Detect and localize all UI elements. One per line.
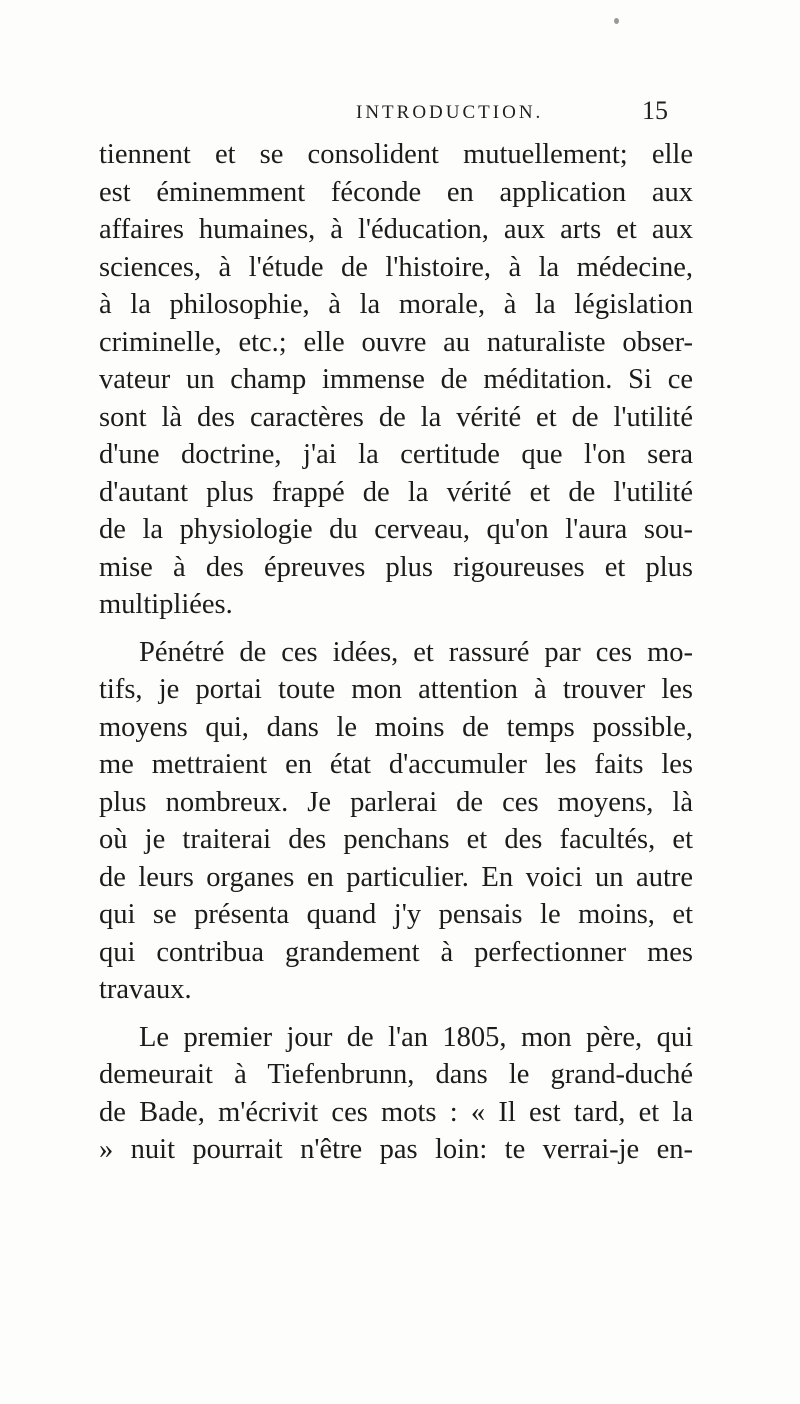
text-line: d'autant plus frappé de la vérité et de l'utilité — [99, 476, 693, 508]
text-line: me mettraient en état d'accumuler les faits les — [99, 749, 693, 780]
text-line: de Bade, m'écrivit ces mots : « Il est tard, et la — [99, 1096, 693, 1128]
text-line: moyens qui, dans le moins de temps possible, — [99, 711, 693, 743]
page-number: 15 — [642, 96, 668, 125]
text-line: travaux. — [99, 974, 192, 1005]
ink-speck — [614, 18, 619, 24]
text-line: tifs, je portai toute mon attention à trouver les — [99, 674, 693, 705]
text-line: à la philosophie, à la morale, à la législation — [99, 289, 693, 320]
body-text — [99, 136, 693, 1169]
text-line: est éminemment féconde en application aux — [99, 176, 693, 208]
text-line: d'une doctrine, j'ai la certitude que l'on sera — [99, 439, 693, 470]
page-header — [0, 92, 800, 132]
text-line: où je traiterai des penchans et des facultés, et — [99, 824, 693, 855]
running-head: INTRODUCTION. — [356, 102, 544, 123]
text-line: de la physiologie du cerveau, qu'on l'aura sou- — [99, 514, 693, 545]
text-line: multipliées. — [99, 589, 233, 620]
text-line: » nuit pourrait n'être pas loin: te verrai-je en- — [99, 1134, 693, 1165]
paragraph-gap — [99, 1009, 693, 1019]
text-line: qui se présenta quand j'y pensais le moins, et — [99, 899, 693, 930]
text-line: tiennent et se consolident mutuellement; elle — [99, 139, 693, 170]
text-line: plus nombreux. Je parlerai de ces moyens, là — [99, 786, 693, 818]
text-line: criminelle, etc.; elle ouvre au naturaliste obser- — [99, 326, 693, 358]
text-line: qui contribua grandement à perfectionner mes — [99, 936, 693, 968]
text-line: Pénétré de ces idées, et rassuré par ces mo- — [139, 636, 693, 668]
text-line: demeurait à Tiefenbrunn, dans le grand-duché — [99, 1059, 693, 1090]
text-line: mise à des épreuves plus rigoureuses et plus — [99, 551, 693, 583]
text-line: affaires humaines, à l'éducation, aux arts et aux — [99, 214, 693, 245]
text-line: sont là des caractères de la vérité et de l'utilité — [99, 401, 693, 433]
text-line: sciences, à l'étude de l'histoire, à la médecine, — [99, 251, 693, 283]
paragraph-gap — [99, 624, 693, 634]
text-line: Le premier jour de l'an 1805, mon père, qui — [139, 1021, 693, 1053]
text-line: vateur un champ immense de méditation. Si ce — [99, 364, 693, 395]
text-line: de leurs organes en particulier. En voici un autre — [99, 861, 693, 893]
